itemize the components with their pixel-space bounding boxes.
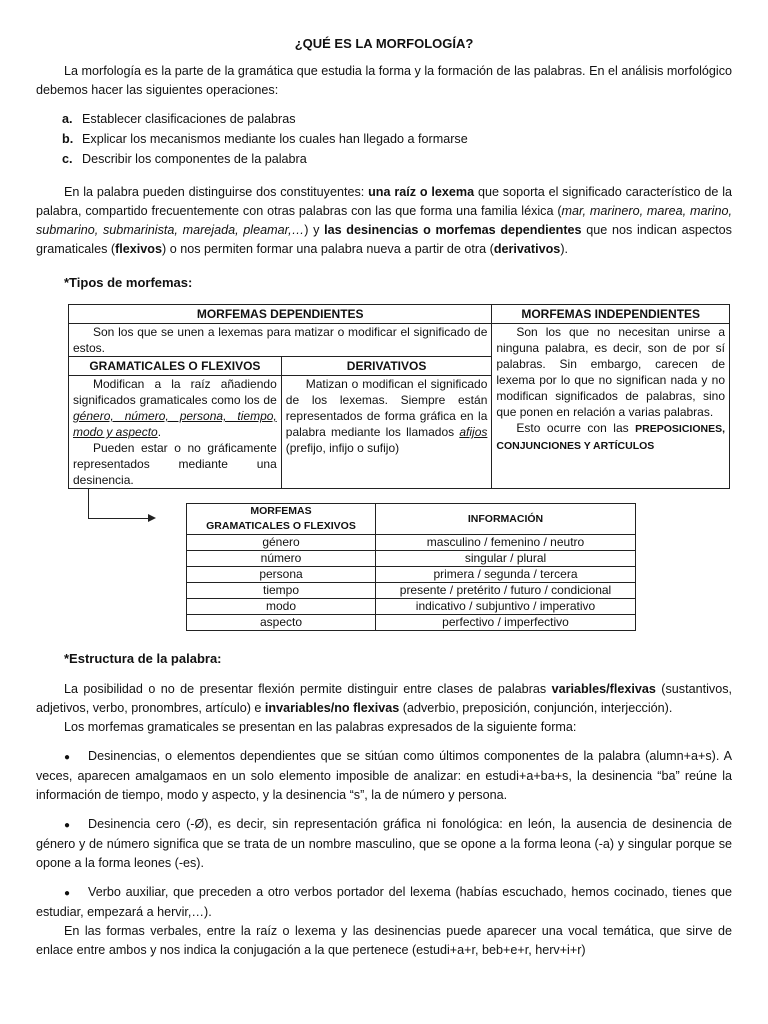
independent-header: MORFEMAS INDEPENDIENTES	[492, 305, 730, 324]
table-row: número singular / plural	[187, 551, 636, 567]
list-item: ● Desinencia cero (-Ø), es decir, sin representación gráfica ni fonológica: en león, la ausencia de desinencia de género y de número significa que se trata de un nombre masculino, que se opone a la forma leona (-a) y singular porque se opone a la forma leones (-es).	[36, 817, 732, 870]
table-row: aspecto perfectivo / imperfectivo	[187, 615, 636, 631]
list-item: ● Desinencias, o elementos dependientes que se sitúan como últimos componentes de la palabra (alumn+a+s). A veces, aparecen amalgamaos en un solo elemento imposible de analizar: en estudi+a+ba+s, la desinencia “ba” reúne la información de tiempo, modo y aspecto, y la desinencia “s”, la de número y persona.	[36, 749, 732, 802]
info-header-information: INFORMACIÓN	[376, 504, 636, 535]
document-page	[36, 34, 732, 960]
table-row: género masculino / femenino / neutro	[187, 535, 636, 551]
bullet-icon: ●	[64, 752, 71, 763]
information-table	[186, 503, 636, 631]
independent-description: Son los que no necesitan unirse a ninguna palabra, es decir, son de por sí palabras. Sin embargo, carecen de lexema por lo que no significan nada y no modifican significados de palabras, sino que ponen en relación a varias palabras. Esto ocurre con las PREPOSICIONES, CONJUNCIONES Y ARTÍCULOS	[492, 324, 730, 489]
list-item: a. Establecer clasificaciones de palabras	[62, 112, 296, 126]
section-heading-tipos: *Tipos de morfemas:	[64, 275, 193, 290]
flexive-header: GRAMATICALES O FLEXIVOS	[69, 357, 282, 376]
connector-arrow	[88, 489, 732, 521]
bullet-icon: ●	[64, 820, 71, 831]
table-row: tiempo presente / pretérito / futuro / condicional	[187, 583, 636, 599]
estructura-paragraph: La posibilidad o no de presentar flexión permite distinguir entre clases de palabras variables/flexivas (sustantivos, adjetivos, verbo, pronombres, artículo) e invariables/no flexivas (adverbio, preposición, conjunción, interjección).	[36, 682, 732, 715]
arrow-head-icon	[148, 514, 156, 522]
estructura-intro-forms: Los morfemas gramaticales se presentan en las palabras expresados de la siguiente forma:	[64, 720, 577, 734]
intro-paragraph: La morfología es la parte de la gramática que estudia la forma y la formación de las palabras. En el análisis morfológico debemos hacer las siguientes operaciones:	[36, 64, 732, 97]
section-heading-estructura: *Estructura de la palabra:	[64, 651, 222, 666]
derivative-description: Matizan o modifican el significado de los lexemas. Siempre están representados de forma gráfica en la palabra mediante los llamados afijos (prefijo, infijo o sufijo)	[281, 376, 492, 489]
list-item: ● Verbo auxiliar, que preceden a otro verbos portador del lexema (habías escuchado, hemos cocinado, tienes que estudiar, empezará a hervir,…).	[36, 885, 732, 919]
forms-list	[36, 747, 732, 922]
bullet-icon: ●	[64, 888, 71, 899]
page-title: ¿QUÉ ES LA MORFOLOGÍA?	[294, 36, 474, 51]
operations-list	[62, 110, 732, 169]
dependent-description: Son los que se unen a lexemas para matizar o modificar el significado de estos.	[69, 324, 492, 357]
table-row: modo indicativo / subjuntivo / imperativo	[187, 599, 636, 615]
flexive-description: Modifican a la raíz añadiendo significados gramaticales como los de género, número, persona, tiempo, modo y aspecto. Pueden estar o no gráficamente representados mediante una desinencia.	[69, 376, 282, 489]
list-item: b. Explicar los mecanismos mediante los cuales han llegado a formarse	[62, 132, 468, 146]
final-paragraph: En las formas verbales, entre la raíz o lexema y las desinencias puede aparecer una vocal temática, que sirve de enlace entre ambos y nos indica la conjugación a la que pertenece (estudi+a+r, beb+e+r, herv+i+r)	[36, 924, 732, 957]
table-row: persona primera / segunda / tercera	[187, 567, 636, 583]
info-header-morphemes: MORFEMAS GRAMATICALES O FLEXIVOS	[187, 504, 376, 535]
constituents-paragraph: En la palabra pueden distinguirse dos constituyentes: una raíz o lexema que soporta el significado característico de la palabra, compartido frecuentemente con otras palabras con las que forma una familia léxica (mar, marinero, marea, marino, submarino, submarinista, marejada, pleamar,…) y las desinencias o morfemas dependientes que nos indican aspectos gramaticales (flexivos) o nos permiten formar una palabra nueva a partir de otra (derivativos).	[36, 185, 733, 256]
list-item: c. Describir los componentes de la palabra	[62, 152, 307, 166]
dependent-header: MORFEMAS DEPENDIENTES	[69, 305, 492, 324]
derivative-header: DERIVATIVOS	[281, 357, 492, 376]
morphemes-table	[68, 304, 730, 489]
